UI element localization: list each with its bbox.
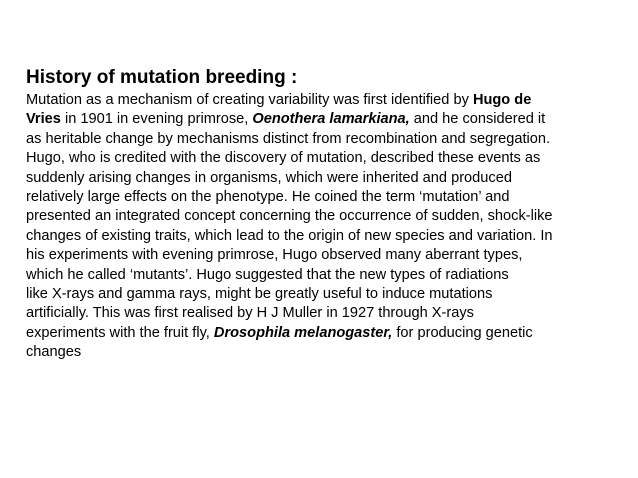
body-line	[26, 304, 626, 323]
body-text	[26, 91, 626, 363]
body-line	[26, 130, 626, 149]
body-line	[26, 227, 626, 246]
text-segment: changes	[26, 344, 82, 361]
body-line	[26, 188, 626, 207]
emphasis-text: Vries	[26, 111, 61, 128]
text-segment: for producing genetic	[392, 324, 533, 341]
emphasis-italic-text: Oenothera lamarkiana,	[252, 111, 410, 128]
body-line	[26, 266, 626, 285]
body-line	[26, 246, 626, 265]
text-segment: and he considered it	[409, 111, 546, 128]
text-segment: like X-rays and gamma rays, might be greatly useful to induce mutations	[26, 286, 493, 303]
text-segment: changes of existing traits, which lead to the origin of new species and variation. In	[26, 227, 553, 244]
body-line	[26, 343, 626, 362]
text-segment: his experiments with evening primrose, Hugo observed many aberrant types,	[26, 247, 523, 264]
text-block	[26, 65, 626, 363]
text-segment: artificially. This was first realised by H J Muller in 1927 through X-rays	[26, 305, 474, 322]
body-line	[26, 207, 626, 226]
text-segment: in 1901 in evening primrose,	[60, 111, 253, 128]
body-line	[26, 285, 626, 304]
body-line	[26, 324, 626, 343]
text-segment: presented an integrated concept concerning the occurrence of sudden, shock-like	[26, 208, 553, 225]
slide-heading: History of mutation breeding :	[26, 67, 298, 88]
text-segment: which he called ‘mutants’. Hugo suggested that the new types of radiations	[26, 266, 509, 283]
body-line	[26, 169, 626, 188]
text-segment: relatively large effects on the phenotype. He coined the term ‘mutation’ and	[26, 189, 510, 206]
emphasis-italic-text: Drosophila melanogaster,	[213, 324, 393, 341]
text-segment: Mutation as a mechanism of creating variability was first identified by	[26, 92, 473, 108]
text-segment: as heritable change by mechanisms distinct from recombination and segregation.	[26, 130, 551, 147]
body-line	[26, 149, 626, 168]
text-segment: Hugo, who is credited with the discovery of mutation, described these events as	[26, 150, 541, 167]
body-line	[26, 91, 626, 110]
emphasis-text: Hugo de	[472, 92, 532, 108]
text-segment: suddenly arising changes in organisms, which were inherited and produced	[26, 169, 512, 186]
body-line	[26, 110, 626, 129]
text-segment: experiments with the fruit fly,	[26, 324, 214, 341]
